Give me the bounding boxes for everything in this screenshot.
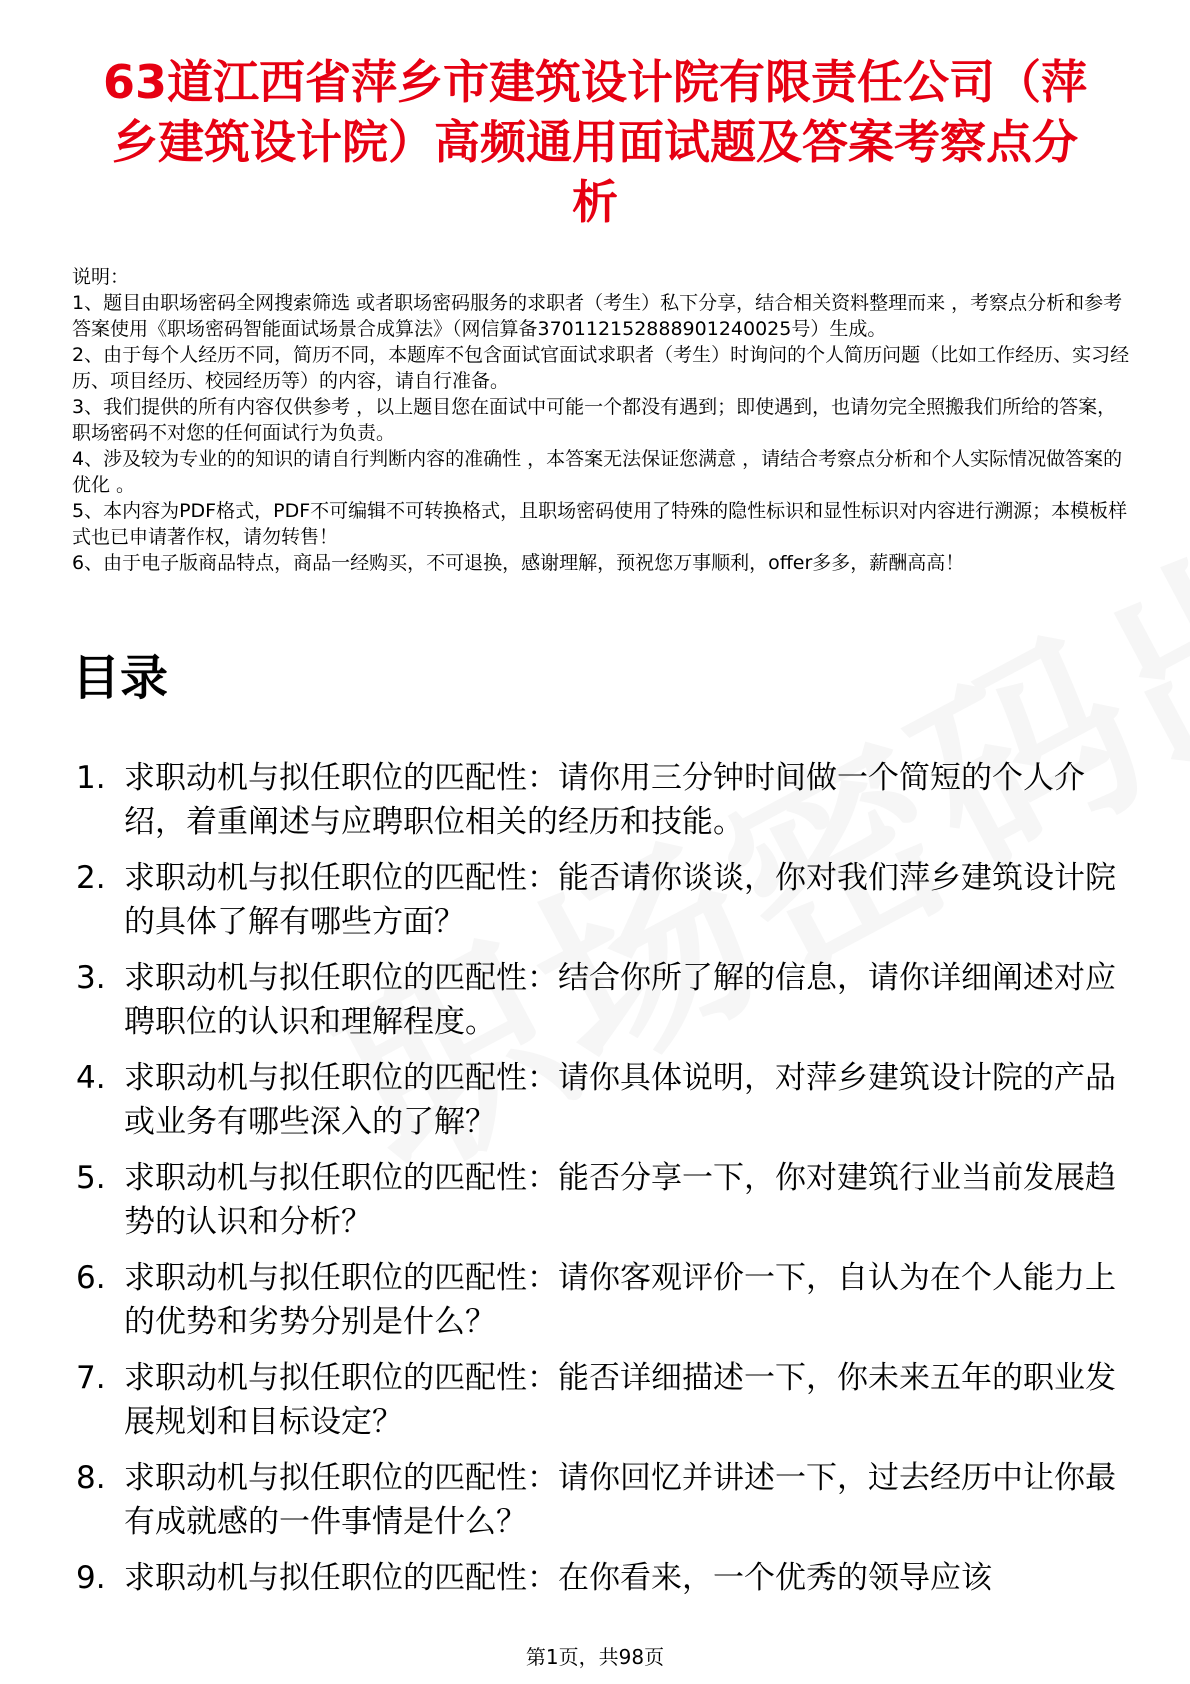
toc-item[interactable] [72,1156,1122,1244]
toc-item-text: 求职动机与拟任职位的匹配性：结合你所了解的信息，请你详细阐述对应聘职位的认识和理解程度。 [124,960,1116,1040]
toc-item-text: 求职动机与拟任职位的匹配性：能否请你谈谈，你对我们萍乡建筑设计院的具体了解有哪些方面？ [124,860,1116,940]
notes-heading: 说明： [72,266,130,288]
note-item: 2、由于每个人经历不同，简历不同，本题库不包含面试官面试求职者（考生）时询问的个人简历问题（比如工作经历、实习经历、项目经历、校园经历等）的内容，请自行准备。 [72,344,1130,392]
toc-list [72,756,1122,1612]
toc-item-number: 7. [76,1360,106,1396]
toc-item-number: 1. [76,760,106,796]
toc-item-text: 求职动机与拟任职位的匹配性：在你看来，一个优秀的领导应该 [124,1560,992,1596]
notes-section [72,264,1132,576]
toc-heading: 目录 [72,650,169,706]
document-title: 63道江西省萍乡市建筑设计院有限责任公司（萍乡建筑设计院）高频通用面试题及答案考察点分析 [102,55,1087,229]
page-footer: 第1页，共98页 [525,1645,665,1669]
toc-item[interactable] [72,856,1122,944]
note-item: 1、题目由职场密码全网搜索筛选 或者职场密码服务的求职者（考生）私下分享，结合相关资料整理而来 ，考察点分析和参考答案使用《职场密码智能面试场景合成算法》（网信算备370112152888901240025号）生成。 [72,292,1123,340]
toc-item-number: 4. [76,1060,106,1096]
toc-item-text: 求职动机与拟任职位的匹配性：能否详细描述一下，你未来五年的职业发展规划和目标设定？ [124,1360,1116,1440]
toc-item[interactable] [72,1256,1122,1344]
note-item: 6、由于电子版商品特点，商品一经购买，不可退换，感谢理解，预祝您万事顺利，offer多多，薪酬高高！ [72,552,965,574]
toc-item[interactable] [72,756,1122,844]
toc-item-number: 3. [76,960,106,996]
toc-item-text: 求职动机与拟任职位的匹配性：请你回忆并讲述一下，过去经历中让你最有成就感的一件事情是什么？ [124,1460,1116,1540]
toc-item[interactable] [72,1556,1122,1600]
toc-item[interactable] [72,956,1122,1044]
toc-item[interactable] [72,1056,1122,1144]
toc-item-number: 6. [76,1260,106,1296]
note-item: 5、本内容为PDF格式，PDF不可编辑不可转换格式，且职场密码使用了特殊的隐性标识和显性标识对内容进行溯源；本模板样式也已申请著作权，请勿转售！ [72,500,1128,548]
toc-item-number: 5. [76,1160,106,1196]
note-item: 4、涉及较为专业的的知识的请自行判断内容的准确性 ，本答案无法保证您满意 ，请结合考察点分析和个人实际情况做答案的优化 。 [72,448,1123,496]
toc-item-number: 9. [76,1560,106,1596]
toc-item-number: 2. [76,860,106,896]
note-item: 3、我们提供的所有内容仅供参考 ，以上题目您在面试中可能一个都没有遇到；即使遇到，也请勿完全照搬我们所给的答案，职场密码不对您的任何面试行为负责。 [72,396,1117,444]
toc-item-text: 求职动机与拟任职位的匹配性：请你具体说明，对萍乡建筑设计院的产品或业务有哪些深入的了解？ [124,1060,1116,1140]
toc-item-text: 求职动机与拟任职位的匹配性：请你用三分钟时间做一个简短的个人介绍，着重阐述与应聘职位相关的经历和技能。 [124,760,1085,840]
toc-item-number: 8. [76,1460,106,1496]
toc-item-text: 求职动机与拟任职位的匹配性：请你客观评价一下，自认为在个人能力上的优势和劣势分别是什么？ [124,1260,1116,1340]
toc-item[interactable] [72,1356,1122,1444]
toc-item[interactable] [72,1456,1122,1544]
toc-item-text: 求职动机与拟任职位的匹配性：能否分享一下，你对建筑行业当前发展趋势的认识和分析？ [124,1160,1116,1240]
